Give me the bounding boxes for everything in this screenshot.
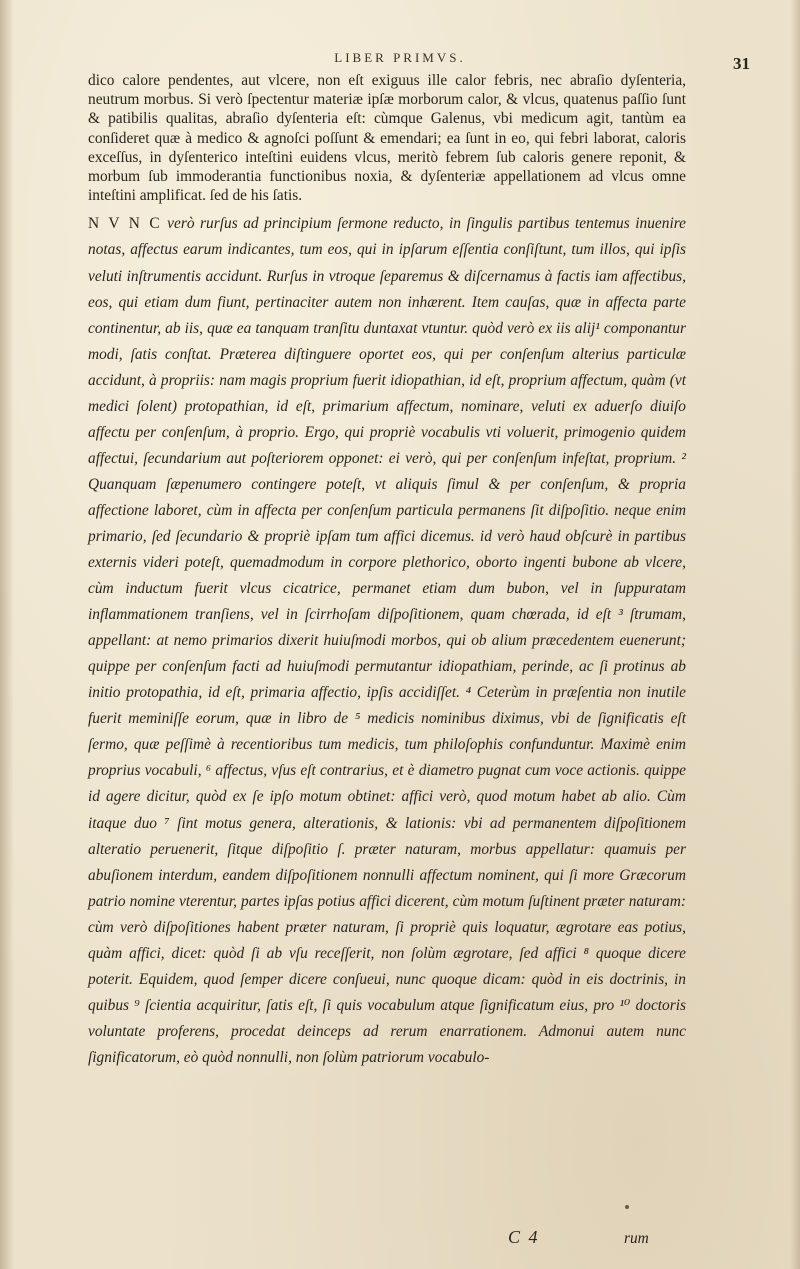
page-edge-shadow-right bbox=[790, 0, 800, 1269]
catchword: rum bbox=[624, 1230, 649, 1247]
page-edge-shadow-left bbox=[0, 0, 14, 1269]
paragraph-italic bbox=[88, 211, 686, 1071]
signature-mark: C 4 bbox=[508, 1227, 540, 1247]
page-footer bbox=[0, 1227, 800, 1257]
running-head: LIBER PRIMVS. bbox=[334, 50, 466, 65]
paragraph-roman bbox=[88, 71, 686, 205]
paragraph-1: dico calore pendentes, aut vlcere, non eſt exiguus ille calor febris, nec abraſio dyſenteria, neutrum morbus. Si verò ſpectentur materiæ ipſæ morborum calor, & vlcus, quatenus paſſio ſunt & patibilis qualitas, abraſio dyſenteria eſt: cùmque Galenus, vbi medicum agit, tantùm ea conſideret quæ à medico & agnoſci poſſunt & emendari; ea ſunt in eo, qui febri laborat, caloris exceſſus, in dyſenterico inteſtini euidens vlcus, meritò febrem ſub caloris genere reponit, & morbum ſub immoderantia functionibus noxia, & dyſenteriæ appellationem ad vlcus omne inteſtini amplificat. ſed de his ſatis. bbox=[88, 72, 686, 205]
paragraph-2: verò rurſus ad principium ſermone reducto, in ſingulis partibus tentemus inuenire notas, affectus earum indicantes, tum eos, qui in ipſarum eſſentia conſiſtunt, tum illos, qui ipſis veluti inſtrumentis accidunt. Rurſus in vtroque ſeparemus & diſcernamus à factis iam affectibus, eos, qui etiam dum fiunt, pertinaciter autem non inhærent. Item cauſas, quæ in affecta parte continentur, ab iis, quæ ea tanquam tranſitu duntaxat vtuntur. quòd verò ex iis alij¹ componantur modi, ſatis conſtat. Præterea diſtinguere oportet eos, qui per conſenſum alterius particulæ accidunt, à propriis: nam magis proprium fuerit idiopathian, id eſt, proprium affectum, quàm (vt medici ſolent) protopathian, id eſt, primarium affectum, nominare, veluti ex aduerſo diuiſo affectu per conſenſum, à proprio. Ergo, qui propriè vocabulis vti voluerit, primogenio quidem affectui, ſecundarium aut poſteriorem opponet: ei verò, qui per conſenſum infeſtat, proprium. ² Quanquam ſæpenumero contingere poteſt, vt aliquis ſimul & per conſenſum, & propria affectione laboret, cùm in affecta per conſenſum particula permanens ſit diſpoſitio. neque enim primario, ſed ſecundario & propriè ipſam tum affici dicemus. id verò haud obſcurè in partibus externis videri poteſt, quemadmodum in corpore plethorico, oborto ingenti bubone ab vlcere, cùm inductum fuerit vlcus cicatrice, permanet etiam dum bubon, vel in ſuppuratam inflammationem tranſiens, vel in ſcirrhoſam diſpoſitionem, quam chœrada, id eſt ³ ſtrumam, appellant: at nemo primarios dixerit huiuſmodi morbos, qui ob alium præcedentem euenerunt; quippe per conſenſum facti ad huiuſmodi permutantur idiopathiam, perinde, ac ſi protinus ab initio protopathia, id eſt, primaria affectio, ipſis accidiſſet. ⁴ Ceterùm in præſentia non inutile fuerit meminiſſe eorum, quæ in libro de ⁵ medicis nominibus diximus, vbi de ſignificatis eſt ſermo, quæ peſſimè à recentioribus tum medicis, tum philoſophis confunduntur. Maximè enim proprius vocabuli, ⁶ affectus, vſus eſt contrarius, et è diametro pugnat cum voce actionis. quippe id agere dicitur, quòd ex ſe ipſo motum obtinet: affici verò, quod motum habet ab alio. Cùm itaque duo ⁷ ſint motus genera, alterationis, & lationis: vbi ad permanentem diſpoſitionem alteratio peruenerit, ſitque diſpoſitio ſ. præter naturam, morbus appellatur: quamuis per abuſionem interdum, eandem diſpoſitionem nonnulli affectum nominent, qui ſi more Græcorum patrio nomine vterentur, partes ipſas potius affici dicerent, cùm motum ſuſtinent præter naturam: cùm verò diſpoſitiones habent præter naturam, ſi propriè quis loquatur, ægrotare eas potius, quàm affici, dicet: quòd ſi ab vſu receſſerit, non ſolùm ægrotare, ſed affici ⁸ quoque dicere poterit. Equidem, quod ſemper dicere conſueui, nunc quoque dicam: quòd in eis doctrinis, in quibus ⁹ ſcientia acquiritur, ſatis eſt, ſi quis vocabulum atque ſignificatum eius, pro ¹⁰ doctoris voluntate proferens, procedat deinceps ad rerum enarrationem. Admonui autem nunc ſignificatorum, eò quòd nonnulli, non ſolùm patriorum vocabulo- bbox=[88, 215, 686, 1066]
paragraph-2-lead: N V N C bbox=[88, 215, 162, 233]
ink-speck bbox=[625, 1205, 629, 1209]
page-number: 31 bbox=[733, 54, 750, 73]
body-text bbox=[88, 71, 686, 1071]
